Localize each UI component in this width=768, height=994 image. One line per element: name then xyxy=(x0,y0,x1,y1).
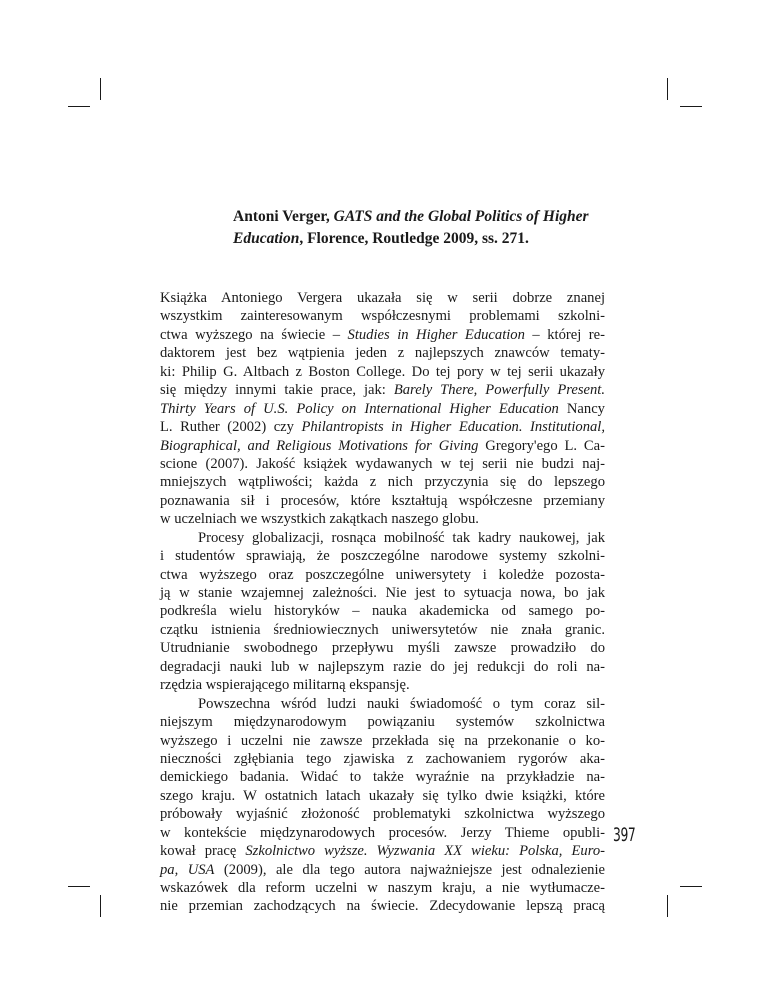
body-line xyxy=(160,658,605,676)
line-italic-title: Szkolnictwo wyższe. Wyzwania XX wieku: Polska, Euro- xyxy=(245,843,605,860)
body-line xyxy=(160,732,605,750)
line-text-after: Nancy xyxy=(558,400,605,417)
body-line xyxy=(160,750,605,768)
line-text: Powszechna wśród ludzi nauki świadomość o tym coraz sil- xyxy=(198,695,605,712)
line-text: ki: Philip G. Altbach z Boston College. Do tej pory w tej serii ukazały xyxy=(160,363,605,380)
heading-author: Antoni Verger, xyxy=(233,208,334,225)
body-line xyxy=(160,897,605,915)
line-text: podkreśla wielu historyków – nauka akademicka od samego po- xyxy=(160,603,605,620)
line-text-after: Gregory'ego L. Ca- xyxy=(478,437,605,454)
line-text: Procesy globalizacji, rosnąca mobilność tak kadry naukowej, jak xyxy=(198,529,605,546)
line-text: czątku istnienia średniowiecznych uniwersytetów nie znała granic. xyxy=(160,621,605,638)
line-text-after: – której re- xyxy=(524,326,605,343)
crop-mark xyxy=(68,106,90,107)
line-text: wskazówek dla reform uczelni w naszym kraju, a nie wytłumacze- xyxy=(160,880,605,896)
heading-title-part-2: Education xyxy=(233,230,300,247)
line-text: Książka Antoniego Vergera ukazała się w serii dobrze znanej xyxy=(160,290,605,306)
review-heading xyxy=(233,206,601,250)
body-line xyxy=(160,363,605,381)
heading-line-1 xyxy=(233,206,601,228)
body-line xyxy=(160,861,605,879)
line-text: się między innymi takie prace, jak: xyxy=(160,382,394,399)
body-line xyxy=(160,492,605,510)
crop-mark xyxy=(667,78,668,100)
line-text: i studentów sprawiają, że poszczególne narodowe systemy szkolni- xyxy=(160,548,605,565)
body-line xyxy=(160,805,605,823)
line-text: kował pracę xyxy=(160,843,246,860)
crop-mark xyxy=(68,886,90,887)
line-text: ctwa wyższego oraz poszczególne uniwersytety i koledże pozosta- xyxy=(160,566,605,583)
line-text: nie przemian zachodzących na świecie. Zdecydowanie lepszą pracą xyxy=(160,898,605,915)
line-text: poznawania sił i procesów, które kształtują współczesne przemiany xyxy=(160,492,605,509)
crop-mark xyxy=(100,895,101,917)
body-line xyxy=(160,529,605,547)
line-text: ją w stanie wzajemnej zależności. Nie jest to sytuacja nowa, bo jak xyxy=(160,585,605,601)
crop-mark xyxy=(100,78,101,100)
body-line xyxy=(160,879,605,897)
line-text: wszystkim zainteresowanym współczesnymi problemami szkolni- xyxy=(160,308,605,325)
body-line xyxy=(160,584,605,602)
review-body-text xyxy=(160,289,605,916)
line-text: nieczności zgłębiania tego zjawiska z zachowaniem rygorów aka- xyxy=(160,750,605,767)
line-text: szego kraju. W ostatnich latach ukazały się tylko dwie książki, które xyxy=(160,787,605,804)
line-italic-title: Biographical, and Religious Motivations for Giving xyxy=(160,437,479,454)
line-text: rzędzia wspierającego militarną ekspansję. xyxy=(160,677,410,694)
body-line xyxy=(160,437,605,455)
line-text: degradacji nauki lub w najlepszym razie do jej redukcji do roli na- xyxy=(160,658,605,675)
line-text: Utrudnianie swobodnego przepływu myśli zawsze prowadziło do xyxy=(160,640,605,657)
line-text: L. Ruther (2002) czy xyxy=(160,419,302,436)
crop-mark xyxy=(680,106,702,107)
body-line xyxy=(160,621,605,639)
line-italic-title: Philantropists in Higher Education. Institutional, xyxy=(301,419,605,436)
line-text: scione (2007). Jakość książek wydawanych w tej serii nie budzi naj- xyxy=(160,455,605,472)
line-text: mniejszych wątpliwości; każda z nich przyczynia się do lepszego xyxy=(160,474,605,491)
body-line xyxy=(160,547,605,565)
body-line xyxy=(160,824,605,842)
line-italic-title: Barely There, Powerfully Present. xyxy=(393,382,606,399)
body-line xyxy=(160,713,605,731)
line-text: ctwa wyższego na świecie – xyxy=(160,326,348,343)
line-text: daktorem jest bez wątpienia jeden z najlepszych znawców tematy- xyxy=(160,345,605,362)
body-line xyxy=(160,676,605,694)
heading-title-part-1: GATS and the Global Politics of Higher xyxy=(333,208,589,225)
body-line xyxy=(160,842,605,860)
line-italic-title: pa, USA xyxy=(160,861,215,878)
line-italic-title: Thirty Years of U.S. Policy on International Higher Education xyxy=(160,400,559,417)
line-text: w kontekście międzynarodowych procesów. Jerzy Thieme opubli- xyxy=(160,824,605,841)
line-text: demickiego badania. Widać to także wyraźnie na przykładzie na- xyxy=(160,769,605,786)
body-line xyxy=(160,381,605,399)
heading-line-2 xyxy=(233,228,601,250)
body-line xyxy=(160,455,605,473)
line-text: niejszym międzynarodowym powiązaniu systemów szkolnictwa xyxy=(160,714,605,731)
line-text: w uczelniach we wszystkich zakątkach naszego globu. xyxy=(160,511,479,528)
body-line xyxy=(160,400,605,418)
body-line xyxy=(160,289,605,307)
line-text-after: (2009), ale dla tego autora najważniejsze jest odnalezienie xyxy=(214,861,605,878)
body-line xyxy=(160,326,605,344)
body-line xyxy=(160,602,605,620)
body-line xyxy=(160,418,605,436)
body-line xyxy=(160,510,605,528)
line-italic-title: Studies in Higher Education xyxy=(347,326,525,343)
body-line xyxy=(160,307,605,325)
crop-mark xyxy=(680,886,702,887)
body-line xyxy=(160,768,605,786)
body-line xyxy=(160,344,605,362)
body-line xyxy=(160,787,605,805)
crop-mark xyxy=(667,895,668,917)
heading-publisher: , Florence, Routledge 2009, ss. 271. xyxy=(299,230,529,247)
line-text: próbowały wyjaśnić złożoność problematyki szkolnictwa wyższego xyxy=(160,806,605,823)
body-line xyxy=(160,566,605,584)
body-line xyxy=(160,473,605,491)
body-line xyxy=(160,639,605,657)
line-text: wyższego i uczelni nie zawsze przekłada się na przekonanie o ko- xyxy=(160,732,605,749)
body-line xyxy=(160,695,605,713)
page-number: 397 xyxy=(613,824,636,846)
